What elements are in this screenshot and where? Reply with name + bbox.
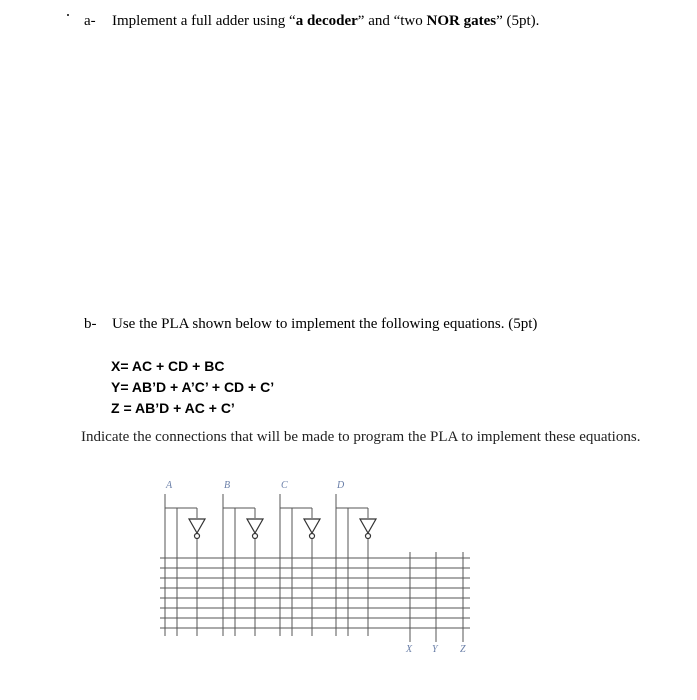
pla-input-label-a: A xyxy=(166,480,173,491)
pla-output-label-x: X xyxy=(406,644,413,655)
question-a-text-1: Implement a full adder using “ xyxy=(112,13,296,29)
inverter-icon xyxy=(304,519,320,533)
pla-input-label-c: C xyxy=(281,480,288,491)
question-a-text-2: ” and “two xyxy=(357,13,427,29)
pla-output-labels xyxy=(405,644,466,655)
pla-diagram xyxy=(0,470,697,670)
question-b xyxy=(84,316,537,333)
equations xyxy=(111,356,274,419)
inverter-bubble-icon xyxy=(253,534,258,539)
instruction-text: Indicate the connections that will be made to program the PLA to implement these equations. xyxy=(81,429,641,445)
question-b-text: Use the PLA shown below to implement the following equations. (5pt) xyxy=(112,316,538,332)
question-a xyxy=(84,13,539,30)
pla-output-label-z: Z xyxy=(460,644,466,655)
pla-input-labels xyxy=(165,480,345,491)
question-a-marker: a- xyxy=(84,13,96,29)
pla-input-label-d: D xyxy=(337,480,345,491)
inverter-bubble-icon xyxy=(366,534,371,539)
inverter-bubble-icon xyxy=(310,534,315,539)
equation-x: X= AC + CD + BC xyxy=(111,358,225,374)
equation-y: Y= AB’D + A’C’ + CD + C’ xyxy=(111,379,275,395)
inverter-icon xyxy=(247,519,263,533)
question-a-text-3: ” (5pt). xyxy=(496,13,540,29)
pla-input-label-b: B xyxy=(224,480,231,491)
pla-grid xyxy=(160,494,470,642)
question-b-marker: b- xyxy=(84,316,97,332)
inverter-icon xyxy=(360,519,376,533)
equation-z: Z = AB’D + AC + C’ xyxy=(111,400,235,416)
question-a-bold-decoder: a decoder xyxy=(295,13,358,29)
stray-dot xyxy=(67,14,69,16)
question-a-bold-nor: NOR gates xyxy=(426,13,497,29)
pla-output-label-y: Y xyxy=(432,644,438,655)
inverter-bubble-icon xyxy=(195,534,200,539)
inverter-icon xyxy=(189,519,205,533)
